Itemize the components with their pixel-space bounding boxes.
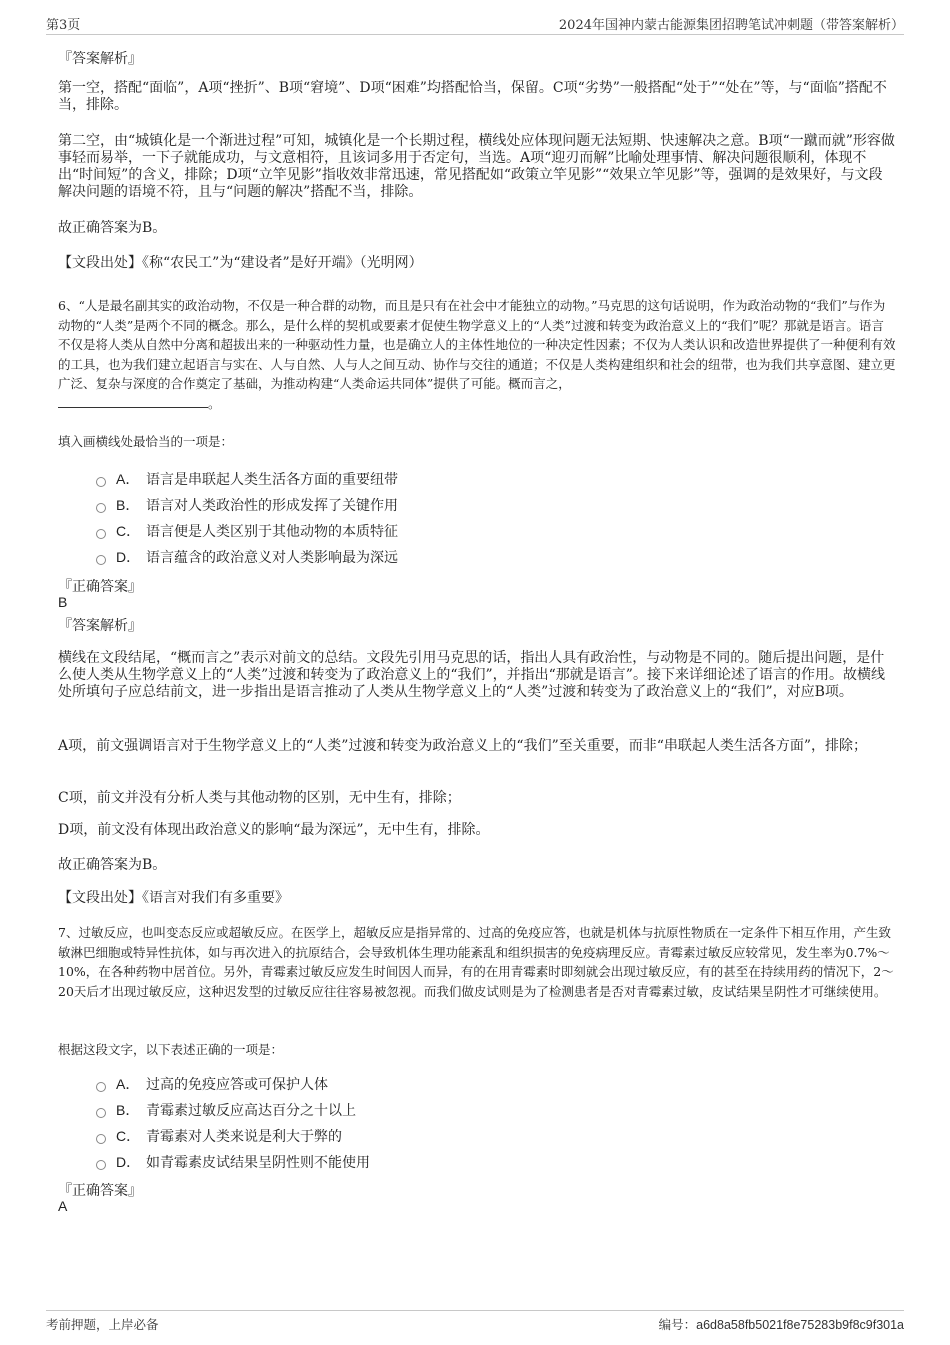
- radio-icon[interactable]: [96, 477, 106, 487]
- option-letter: A．: [116, 471, 140, 487]
- q7-answer-label: 『正确答案』: [58, 1183, 142, 1199]
- q6-blank: [58, 395, 208, 408]
- q6-question: [58, 296, 896, 413]
- option-letter: D．: [116, 549, 141, 565]
- q6-source: 【文段出处】《语言对我们有多重要》: [58, 890, 289, 906]
- q6-answer: B: [58, 594, 68, 610]
- option-letter: B．: [116, 497, 140, 513]
- page-footer: [46, 1310, 904, 1332]
- option-text: 语言蕴含的政治意义对人类影响最为深远: [146, 550, 398, 566]
- option-text: 语言对人类政治性的形成发挥了关键作用: [146, 498, 398, 514]
- q6-analysis-label: 『答案解析』: [58, 618, 142, 634]
- option-letter: D．: [116, 1154, 141, 1170]
- q7-question: 7、过敏反应，也叫变态反应或超敏反应。在医学上，超敏反应是指异常的、过高的免疫应答，也就是机体与抗原性物质在一定条件下相互作用，产生致敏淋巴细胞或特异性抗体，如与再次进入的抗原结合，会导致机体生理功能紊乱和组织损害的免疫病理反应。青霉素过敏反应较常见，发生率为0.7%～10%，在各种药物中居首位。另外，青霉素过敏反应发生时间因人而异，有的在用青霉素时即刻就会出现过敏反应，有的甚至在持续用药的情况下，2～20天后才出现过敏反应，这种迟发型的过敏反应往往容易被忽视。而我们做皮试则是为了检测患者是否对青霉素过敏，皮试结果呈阴性才可继续使用。: [58, 925, 894, 999]
- q5-conclusion: 故正确答案为B。: [58, 220, 167, 236]
- radio-icon[interactable]: [96, 555, 106, 565]
- option-letter: C．: [116, 523, 141, 539]
- radio-icon[interactable]: [96, 1108, 106, 1118]
- q6-option-c[interactable]: [96, 521, 398, 541]
- radio-icon[interactable]: [96, 503, 106, 513]
- option-text: 过高的免疫应答或可保护人体: [146, 1077, 328, 1093]
- footer-code-value: a6d8a58fb5021f8e75283b9f8c9f301a: [696, 1318, 904, 1332]
- footer-slogan: 考前押题，上岸必备: [46, 1317, 159, 1332]
- q6-option-d[interactable]: [96, 547, 398, 567]
- q5-analysis-label: 『答案解析』: [58, 51, 142, 67]
- option-text: 青霉素对人类来说是利大于弊的: [146, 1129, 342, 1145]
- radio-icon[interactable]: [96, 1082, 106, 1092]
- option-text: 语言便是人类区别于其他动物的本质特征: [146, 524, 398, 540]
- q6-analysis-1: 横线在文段结尾，“概而言之”表示对前文的总结。文段先引用马克思的话，指出人具有政治性，与动物是不同的。随后提出问题，是什么使人类从生物学意义上的“人类”过渡和转变为了政治意义上的“我们”，并指出“那就是语言”。接下来详细论述了语言的作用。故横线处所填句子应总结前文，进一步指出是语言推动了人类从生物学意义上的“人类”过渡和转变为了政治意义上的“我们”，对应B项。: [58, 650, 885, 700]
- q6-analysis-4: D项，前文没有体现出政治意义的影响“最为深远”，无中生有，排除。: [58, 822, 490, 838]
- q7-option-c[interactable]: [96, 1126, 342, 1146]
- q6-question-end: 。: [208, 395, 221, 411]
- q7-instruction: 根据这段文字，以下表述正确的一项是：: [58, 1042, 284, 1057]
- q7-option-b[interactable]: [96, 1100, 356, 1120]
- radio-icon[interactable]: [96, 1160, 106, 1170]
- page-number: 第3页: [46, 18, 81, 33]
- q5-analysis-para2: 第二空，由“城镇化是一个渐进过程”可知，城镇化是一个长期过程，横线处应体现问题无法短期、快速解决之意。B项“一蹴而就”形容做事轻而易举，一下子就能成功，与文意相符，且该词多用于否定句，当选。A项“迎刃而解”比喻处理事情、解决问题很顺利，体现不出“时间短”的含义，排除；D项“立竿见影”指收效非常迅速，常见搭配如“政策立竿见影”“效果立竿见影”等，强调的是效果好，与文段解决问题的语境不符，且与“问题的解决”搭配不当，排除。: [58, 133, 895, 200]
- radio-icon[interactable]: [96, 529, 106, 539]
- option-letter: B．: [116, 1102, 140, 1118]
- document-title: 2024年国神内蒙古能源集团招聘笔试冲刺题（带答案解析）: [558, 18, 904, 33]
- footer-code: [659, 1315, 904, 1333]
- footer-code-label: 编号：: [658, 1317, 697, 1332]
- q6-analysis-3: C项，前文并没有分析人类与其他动物的区别，无中生有，排除；: [58, 790, 461, 806]
- q6-instruction: 填入画横线处最恰当的一项是：: [58, 434, 234, 449]
- option-text: 如青霉素皮试结果呈阴性则不能使用: [146, 1155, 370, 1171]
- q5-source: 【文段出处】《称“农民工”为“建设者”是好开端》（光明网）: [58, 255, 423, 271]
- q7-answer: A: [58, 1198, 68, 1214]
- q7-option-d[interactable]: [96, 1152, 370, 1172]
- radio-icon[interactable]: [96, 1134, 106, 1144]
- q6-option-a[interactable]: [96, 469, 398, 489]
- q6-answer-label: 『正确答案』: [58, 579, 142, 595]
- option-text: 青霉素过敏反应高达百分之十以上: [146, 1103, 356, 1119]
- q7-option-a[interactable]: [96, 1074, 328, 1094]
- q6-option-b[interactable]: [96, 495, 398, 515]
- option-letter: A．: [116, 1076, 140, 1092]
- q6-conclusion: 故正确答案为B。: [58, 857, 167, 873]
- option-letter: C．: [116, 1128, 141, 1144]
- option-text: 语言是串联起人类生活各方面的重要纽带: [146, 472, 398, 488]
- q6-question-text: 6、“人是最名副其实的政治动物，不仅是一种合群的动物，而且是只有在社会中才能独立的动物。”马克思的这句话说明，作为政治动物的“我们”与作为动物的“人类”是两个不同的概念。那么，是什么样的契机或要素才促使生物学意义上的“人类”过渡和转变为政治意义上的“我们”呢？那就是语言。语言不仅是将人类从自然中分离和超拔出来的一种驱动性力量，也是确立人的主体性地位的一种决定性因素；不仅为人类认识和改造世界提供了一种便利有效的工具，也为我们建立起语言与实在、人与自然、人与人之间互动、协作与交往的通道；不仅是人类构建组织和社会的纽带，也为我们共享意图、建立更广泛、复杂与深度的合作奠定了基础，为推动构建“人类命运共同体”提供了可能。概而言之，: [58, 298, 896, 391]
- page-header: [46, 14, 904, 35]
- q5-analysis-para1: 第一空，搭配“面临”，A项“挫折”、B项“窘境”、D项“困难”均搭配恰当，保留。C项“劣势”一般搭配“处于”“处在”等，与“面临”搭配不当，排除。: [58, 80, 887, 113]
- q6-analysis-2: A项，前文强调语言对于生物学意义上的“人类”过渡和转变为政治意义上的“我们”至关重要，而非“串联起人类生活各方面”，排除；: [58, 738, 868, 754]
